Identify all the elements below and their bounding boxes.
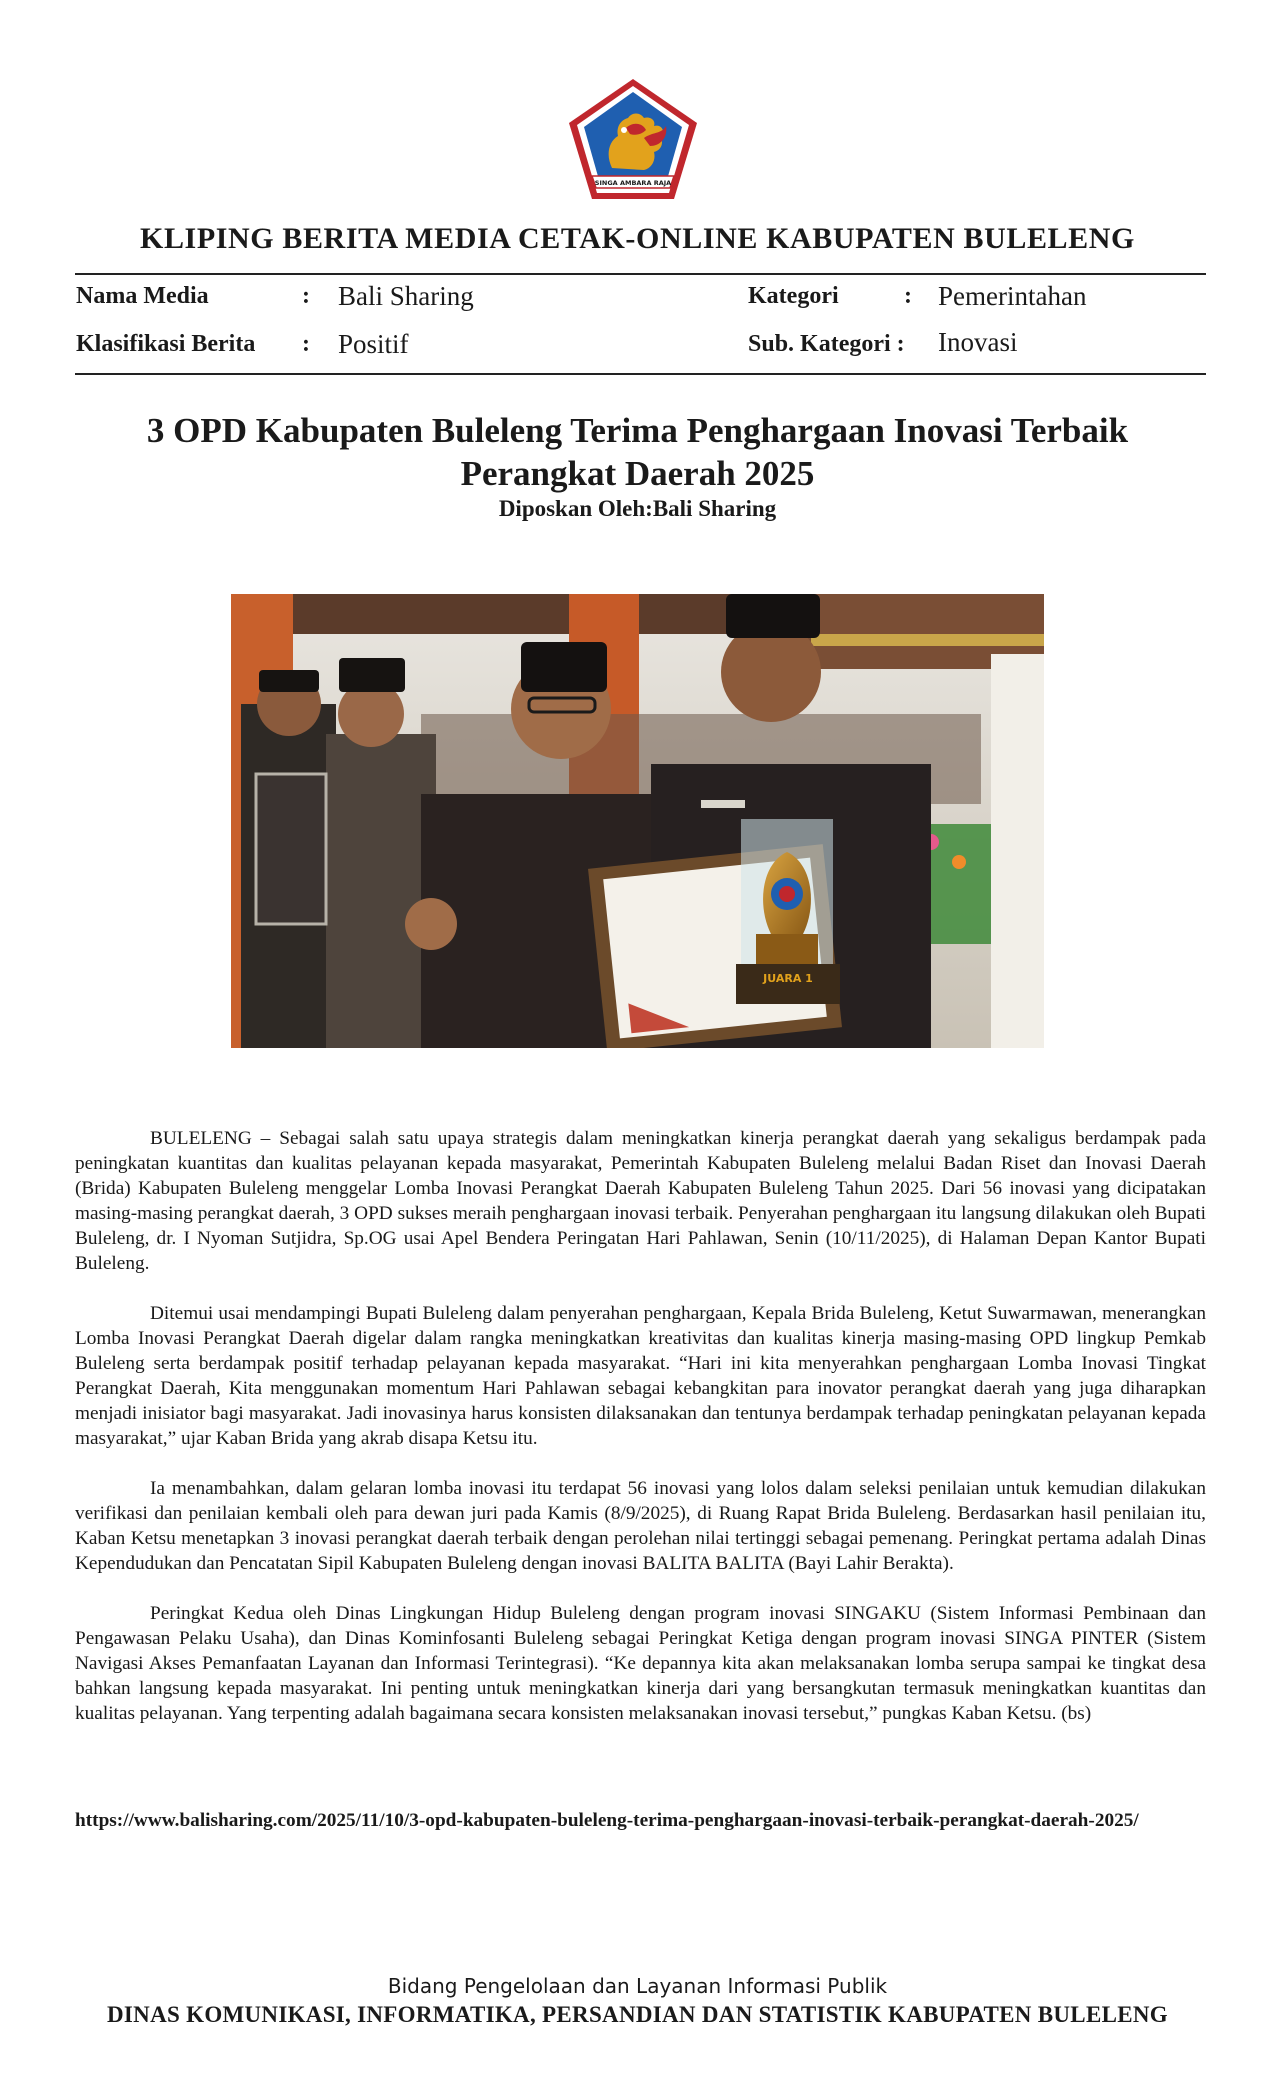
header-bottom-rule (75, 373, 1206, 375)
award-ceremony-photo (231, 594, 1044, 1048)
kliping-title: KLIPING BERITA MEDIA CETAK-ONLINE KABUPATEN BULELENG (140, 222, 1135, 255)
article-headline (110, 409, 1165, 495)
category-colon: : (904, 283, 912, 309)
header-top-rule (75, 273, 1206, 275)
category-value: Pemerintahan (938, 281, 1087, 311)
subcategory-value: Inovasi (938, 327, 1018, 357)
article-paragraph-3: Ia menambahkan, dalam gelaran lomba inovasi itu terdapat 56 inovasi yang lolos dalam seleksi penilaian untuk kemudian dilakukan verifikasi dan penilaian kembali oleh para dewan juri pada Kamis (8/9/2025), di Ruang Rapat Brida Buleleng. Berdasarkan hasil penilaian itu, Kaban Ketsu menetapkan 3 inovasi perangkat daerah terbaik dengan perolehan nilai tertinggi sebagai pemenang. Peringkat pertama adalah Dinas Kependudukan dan Pencatatan Sipil Kabupaten Buleleng dengan inovasi BALITA BALITA (Bayi Lahir Berakta). (75, 1478, 1206, 1574)
media-name-label: Nama Media (76, 283, 209, 309)
article-paragraph-4: Peringkat Kedua oleh Dinas Lingkungan Hidup Buleleng dengan program inovasi SINGAKU (Sistem Informasi Pembinaan dan Pengawasan Pelaku Usaha), dan Dinas Kominfosanti Buleleng sebagai Peringkat Ketiga dengan program inovasi SINGA PINTER (Sistem Navigasi Akses Pemanfaatan Layanan dan Informasi Terintegrasi). “Ke depannya kita akan melaksanakan lomba serupa sampai ke tingkat desa bahkan langsung kepada masyarakat. Ini penting untuk meningkatkan kinerja dari yang bersangkutan termasuk meningkatkan kuantitas dan kualitas pelayanan. Yang terpenting adalah bagaimana secara konsisten melaksanakan inovasi tersebut,” pungkas Kaban Ketsu. (bs) (75, 1603, 1206, 1724)
media-name-value: Bali Sharing (338, 281, 474, 311)
news-classification-value: Positif (338, 329, 409, 359)
article-paragraph-1: BULELENG – Sebagai salah satu upaya strategis dalam meningkatkan kinerja perangkat daerah yang sekaligus berdampak pada peningkatan kuantitas dan kualitas pelayanan kepada masyarakat, Pemerintah Kabupaten Buleleng melalui Badan Riset dan Inovasi Daerah (Brida) Kabupaten Buleleng menggelar Lomba Inovasi Perangkat Daerah Kabupaten Buleleng Tahun 2025. Dari 56 inovasi yang dicipatakan masing-masing perangkat daerah, 3 OPD sukses meraih penghargaan inovasi terbaik. Penyerahan penghargaan itu langsung dilakukan oleh Bupati Buleleng, dr. I Nyoman Sutjidra, Sp.OG usai Apel Bendera Peringatan Hari Pahlawan, Senin (10/11/2025), di Halaman Depan Kantor Bupati Buleleng. (75, 1128, 1206, 1274)
footer-division-name: Bidang Pengelolaan dan Layanan Informasi Publik (387, 1974, 888, 1998)
headline-line-1: 3 OPD Kabupaten Buleleng Terima Penghargaan Inovasi Terbaik (146, 411, 1129, 450)
subcategory-label: Sub. Kategori : (748, 331, 905, 357)
news-classification-colon: : (302, 331, 310, 357)
media-name-colon: : (302, 283, 310, 309)
category-label: Kategori (748, 283, 839, 309)
article-body (75, 1126, 1206, 1751)
footer-agency-name: DINAS KOMUNIKASI, INFORMATIKA, PERSANDIAN DAN STATISTIK KABUPATEN BULELENG (107, 2002, 1168, 2027)
buleleng-regency-crest-logo (566, 76, 700, 202)
logo-motto-text: SINGA AMBARA RAJA (594, 179, 672, 187)
article-paragraph-2: Ditemui usai mendampingi Bupati Buleleng dalam penyerahan penghargaan, Kepala Brida Buleleng, Ketut Suwarmawan, menerangkan Lomba Inovasi Perangkat Daerah digelar dalam rangka meningkatkan kreativitas dan kualitas kinerja masing-masing OPD lingkup Pemkab Buleleng serta berdampak positif terhadap pelayanan kepada masyarakat. “Hari ini kita menyerahkan penghargaan Lomba Inovasi Tingkat Perangkat Daerah, Kita menggunakan momentum Hari Pahlawan sebagai kebangkitan para inovator perangkat daerah yang juga diharapkan menjadi inisiator bagi masyarakat. Jadi inovasinya harus konsisten dilaksanakan dan tentunya berdampak terhadap peningkatan pelayanan kepada masyarakat,” ujar Kaban Brida yang akrab disapa Ketsu itu. (75, 1303, 1206, 1449)
news-classification-label: Klasifikasi Berita (76, 331, 256, 357)
trophy-label-text: JUARA 1 (763, 972, 813, 985)
headline-line-2: Perangkat Daerah 2025 (460, 454, 815, 493)
source-url-link[interactable]: https://www.balisharing.com/2025/11/10/3-opd-kabupaten-buleleng-terima-penghargaan-inovasi-terbaik-perangkat-daerah-2025/ (75, 1810, 1139, 1831)
article-byline: Diposkan Oleh:Bali Sharing (498, 496, 777, 521)
